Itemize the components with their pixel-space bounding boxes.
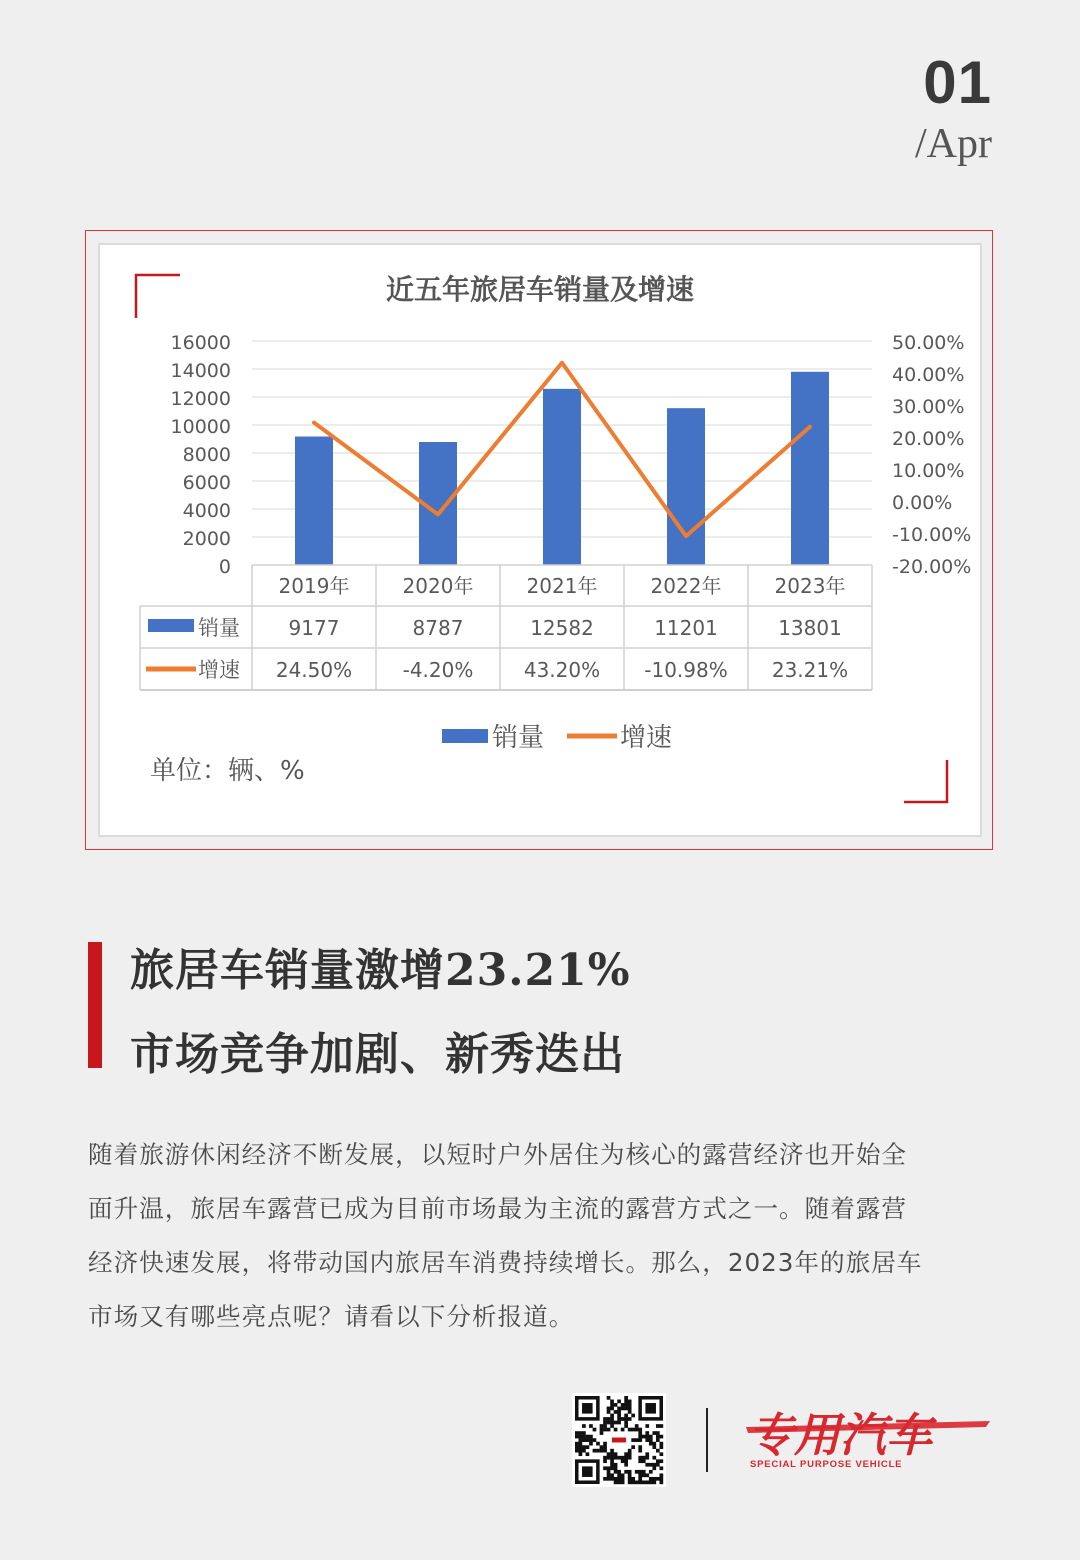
qr-module — [638, 1480, 642, 1484]
qr-module — [579, 1449, 583, 1453]
qr-module — [579, 1452, 583, 1456]
qr-module — [607, 1456, 611, 1460]
qr-module — [645, 1438, 649, 1442]
qr-module — [638, 1428, 642, 1432]
qr-module — [607, 1470, 611, 1474]
qr-finder — [582, 1466, 593, 1477]
qr-module — [610, 1466, 614, 1470]
qr-module — [631, 1477, 635, 1481]
qr-module — [624, 1396, 628, 1400]
qr-module — [614, 1452, 618, 1456]
qr-module — [600, 1428, 604, 1432]
qr-module — [617, 1410, 621, 1414]
qr-module — [624, 1403, 628, 1407]
qr-module — [621, 1456, 625, 1460]
qr-module — [600, 1445, 604, 1449]
qr-module — [642, 1473, 646, 1477]
qr-module — [659, 1480, 663, 1484]
qr-module — [659, 1442, 663, 1446]
qr-module — [624, 1470, 628, 1474]
qr-module — [656, 1449, 660, 1453]
date-day: 01 — [923, 49, 992, 116]
y-left-tick-label: 0 — [218, 556, 231, 578]
qr-module — [628, 1410, 632, 1414]
qr-module — [614, 1463, 618, 1467]
growth-row-label: 增速 — [198, 658, 240, 682]
qr-module — [631, 1428, 635, 1432]
qr-module — [575, 1449, 579, 1453]
qr-module — [617, 1421, 621, 1425]
sales-data-label: 9177 — [288, 616, 340, 640]
qr-module — [607, 1410, 611, 1414]
qr-module — [589, 1435, 593, 1439]
qr-logo — [612, 1438, 626, 1443]
qr-module — [656, 1431, 660, 1435]
qr-module — [645, 1435, 649, 1439]
qr-module — [652, 1431, 656, 1435]
qr-module — [649, 1463, 653, 1467]
qr-module — [635, 1438, 639, 1442]
qr-module — [645, 1431, 649, 1435]
qr-module — [628, 1428, 632, 1432]
growth-data-label: -4.20% — [402, 658, 474, 682]
qr-module — [621, 1473, 625, 1477]
qr-module — [614, 1410, 618, 1414]
qr-module — [624, 1421, 628, 1425]
qr-module — [624, 1459, 628, 1463]
x-tick-label: 2021年 — [526, 574, 598, 598]
qr-module — [624, 1456, 628, 1460]
qr-module — [659, 1445, 663, 1449]
qr-module — [614, 1421, 618, 1425]
qr-module — [610, 1403, 614, 1407]
qr-module — [659, 1477, 663, 1481]
growth-data-label: 23.21% — [771, 658, 849, 682]
growth-data-label: 24.50% — [275, 658, 353, 682]
qr-module — [603, 1445, 607, 1449]
qr-module — [593, 1449, 597, 1453]
y-right-tick-label: -10.00% — [892, 524, 972, 546]
qr-module — [652, 1480, 656, 1484]
qr-module — [586, 1435, 590, 1439]
qr-module — [659, 1424, 663, 1428]
qr-module — [628, 1407, 632, 1411]
sales-data-label: 13801 — [778, 616, 842, 640]
qr-module — [593, 1438, 597, 1442]
legend-line-label: 增速 — [620, 723, 673, 753]
qr-module — [638, 1445, 642, 1449]
qr-module — [610, 1407, 614, 1411]
qr-module — [656, 1435, 660, 1439]
y-left-tick-label: 12000 — [170, 388, 231, 410]
body-line: 面升温，旅居车露营已成为目前市场最为主流的露营方式之一。随着露营 — [88, 1194, 908, 1223]
y-right-tick-label: 10.00% — [892, 460, 965, 482]
qr-module — [652, 1463, 656, 1467]
qr-module — [575, 1431, 579, 1435]
bar — [543, 389, 581, 565]
sales-legend-key — [148, 619, 194, 632]
qr-module — [589, 1438, 593, 1442]
qr-module — [603, 1424, 607, 1428]
qr-module — [575, 1442, 579, 1446]
brand-name: 专用汽车 — [748, 1408, 932, 1462]
qr-module — [593, 1428, 597, 1432]
qr-module — [603, 1459, 607, 1463]
qr-module — [645, 1463, 649, 1467]
qr-module — [610, 1477, 614, 1481]
qr-module — [582, 1445, 586, 1449]
qr-module — [659, 1435, 663, 1439]
y-right-tick-label: 0.00% — [892, 492, 953, 514]
qr-module — [628, 1470, 632, 1474]
qr-module — [579, 1435, 583, 1439]
qr-finder — [645, 1403, 656, 1414]
qr-module — [614, 1480, 618, 1484]
qr-module — [579, 1431, 583, 1435]
qr-module — [621, 1459, 625, 1463]
qr-module — [586, 1445, 590, 1449]
qr-module — [624, 1407, 628, 1411]
qr-module — [638, 1431, 642, 1435]
sales-data-label: 8787 — [412, 616, 464, 640]
qr-module — [603, 1456, 607, 1460]
y-left-tick-label: 2000 — [182, 528, 231, 550]
x-tick-label: 2020年 — [402, 574, 474, 598]
qr-module — [621, 1407, 625, 1411]
qr-module — [586, 1452, 590, 1456]
qr-module — [617, 1480, 621, 1484]
corner-bracket-bottom-right — [904, 760, 947, 802]
qr-module — [582, 1435, 586, 1439]
qr-module — [631, 1414, 635, 1418]
qr-module — [635, 1428, 639, 1432]
qr-finder — [582, 1403, 593, 1414]
y-left-tick-label: 10000 — [170, 416, 231, 438]
qr-module — [656, 1477, 660, 1481]
qr-module — [645, 1456, 649, 1460]
sales-data-label: 12582 — [530, 616, 594, 640]
qr-module — [621, 1480, 625, 1484]
qr-code-icon[interactable] — [572, 1393, 666, 1487]
qr-module — [614, 1466, 618, 1470]
qr-module — [621, 1403, 625, 1407]
y-left-tick-label: 8000 — [182, 444, 231, 466]
qr-module — [596, 1442, 600, 1446]
qr-module — [628, 1477, 632, 1481]
qr-module — [610, 1417, 614, 1421]
qr-module — [589, 1442, 593, 1446]
qr-module — [659, 1459, 663, 1463]
qr-module — [607, 1417, 611, 1421]
growth-data-label: 43.20% — [523, 658, 601, 682]
y-left-tick-label: 4000 — [182, 500, 231, 522]
qr-module — [631, 1438, 635, 1442]
qr-module — [600, 1431, 604, 1435]
qr-module — [649, 1435, 653, 1439]
x-tick-label: 2019年 — [278, 574, 350, 598]
y-left-tick-label: 16000 — [170, 332, 231, 354]
y-left-tick-label: 14000 — [170, 360, 231, 382]
qr-module — [638, 1449, 642, 1453]
qr-module — [638, 1470, 642, 1474]
qr-module — [624, 1417, 628, 1421]
qr-module — [628, 1400, 632, 1404]
qr-module — [579, 1438, 583, 1442]
qr-module — [652, 1445, 656, 1449]
qr-module — [649, 1477, 653, 1481]
qr-module — [638, 1473, 642, 1477]
qr-module — [614, 1456, 618, 1460]
qr-module — [603, 1477, 607, 1481]
qr-module — [607, 1473, 611, 1477]
unit-label: 单位：辆、% — [150, 756, 305, 786]
headline-line-2: 市场竞争加剧、新秀迭出 — [130, 1029, 625, 1080]
qr-module — [656, 1459, 660, 1463]
qr-module — [603, 1442, 607, 1446]
qr-module — [656, 1463, 660, 1467]
qr-module — [642, 1480, 646, 1484]
qr-module — [645, 1424, 649, 1428]
qr-module — [642, 1470, 646, 1474]
qr-module — [638, 1456, 642, 1460]
y-right-tick-label: 20.00% — [892, 428, 965, 450]
qr-module — [621, 1477, 625, 1481]
qr-module — [617, 1470, 621, 1474]
qr-module — [582, 1431, 586, 1435]
sales-row-label: 销量 — [198, 616, 240, 640]
qr-module — [607, 1428, 611, 1432]
qr-module — [624, 1414, 628, 1418]
qr-module — [614, 1470, 618, 1474]
qr-module — [617, 1417, 621, 1421]
qr-module — [607, 1477, 611, 1481]
qr-module — [603, 1449, 607, 1453]
qr-module — [642, 1456, 646, 1460]
corner-bracket-top-left — [136, 275, 180, 318]
qr-module — [628, 1473, 632, 1477]
qr-module — [575, 1445, 579, 1449]
qr-module — [631, 1445, 635, 1449]
brand-logo — [740, 1403, 1000, 1473]
qr-module — [659, 1452, 663, 1456]
qr-module — [656, 1424, 660, 1428]
qr-module — [582, 1424, 586, 1428]
qr-module — [649, 1470, 653, 1474]
qr-module — [617, 1477, 621, 1481]
qr-module — [610, 1400, 614, 1404]
qr-module — [649, 1438, 653, 1442]
body-line: 经济快速发展，将带动国内旅居车消费持续增长。那么，2023年的旅居车 — [88, 1248, 923, 1277]
qr-module — [617, 1456, 621, 1460]
qr-module — [617, 1473, 621, 1477]
qr-module — [628, 1452, 632, 1456]
y-left-tick-label: 6000 — [182, 472, 231, 494]
qr-module — [610, 1456, 614, 1460]
qr-module — [600, 1424, 604, 1428]
qr-module — [642, 1435, 646, 1439]
qr-module — [642, 1459, 646, 1463]
qr-module — [607, 1466, 611, 1470]
legend-bar-swatch — [442, 729, 488, 743]
bar — [791, 372, 829, 565]
qr-module — [614, 1428, 618, 1432]
qr-module — [617, 1414, 621, 1418]
qr-module — [624, 1400, 628, 1404]
qr-module — [610, 1473, 614, 1477]
qr-module — [607, 1452, 611, 1456]
qr-module — [589, 1424, 593, 1428]
qr-module — [635, 1470, 639, 1474]
chart-title: 近五年旅居车销量及增速 — [385, 273, 694, 306]
qr-module — [610, 1421, 614, 1425]
date-month: /Apr — [915, 121, 992, 167]
heading-accent-bar — [88, 942, 102, 1068]
qr-module — [617, 1407, 621, 1411]
y-right-tick-label: 30.00% — [892, 396, 965, 418]
qr-module — [628, 1480, 632, 1484]
brand-subtitle: SPECIAL PURPOSE VEHICLE — [750, 1459, 903, 1470]
qr-module — [645, 1480, 649, 1484]
bar — [295, 437, 333, 565]
qr-module — [652, 1456, 656, 1460]
qr-module — [575, 1435, 579, 1439]
qr-module — [652, 1477, 656, 1481]
qr-module — [610, 1449, 614, 1453]
qr-module — [610, 1452, 614, 1456]
qr-module — [645, 1452, 649, 1456]
qr-module — [614, 1403, 618, 1407]
qr-module — [635, 1424, 639, 1428]
x-tick-label: 2023年 — [774, 574, 846, 598]
qr-module — [652, 1442, 656, 1446]
y-right-tick-label: 50.00% — [892, 332, 965, 354]
qr-module — [628, 1417, 632, 1421]
qr-module — [628, 1456, 632, 1460]
qr-module — [624, 1424, 628, 1428]
y-right-tick-label: -20.00% — [892, 556, 972, 578]
qr-module — [582, 1438, 586, 1442]
x-tick-label: 2022年 — [650, 574, 722, 598]
qr-module — [659, 1473, 663, 1477]
qr-module — [610, 1414, 614, 1418]
qr-module — [649, 1442, 653, 1446]
qr-module — [603, 1428, 607, 1432]
qr-module — [603, 1421, 607, 1425]
qr-module — [621, 1417, 625, 1421]
headline-line-1: 旅居车销量激增23.21% — [130, 945, 631, 996]
qr-module — [610, 1459, 614, 1463]
qr-module — [579, 1445, 583, 1449]
qr-module — [582, 1449, 586, 1453]
qr-module — [638, 1459, 642, 1463]
qr-module — [659, 1466, 663, 1470]
qr-module — [628, 1449, 632, 1453]
qr-module — [603, 1417, 607, 1421]
qr-module — [624, 1463, 628, 1467]
qr-module — [638, 1438, 642, 1442]
bar — [667, 408, 705, 565]
qr-module — [631, 1480, 635, 1484]
qr-module — [638, 1477, 642, 1481]
legend-bar-label: 销量 — [492, 723, 545, 753]
qr-module — [628, 1403, 632, 1407]
qr-module — [624, 1452, 628, 1456]
footer-divider — [706, 1408, 708, 1472]
body-paragraph — [88, 1128, 993, 1344]
qr-module — [579, 1442, 583, 1446]
qr-module — [610, 1463, 614, 1467]
qr-module — [649, 1480, 653, 1484]
qr-module — [600, 1449, 604, 1453]
qr-module — [603, 1466, 607, 1470]
qr-module — [635, 1480, 639, 1484]
qr-module — [607, 1407, 611, 1411]
qr-module — [617, 1400, 621, 1404]
qr-module — [586, 1438, 590, 1442]
qr-module — [621, 1428, 625, 1432]
qr-module — [614, 1477, 618, 1481]
growth-data-label: -10.98% — [644, 658, 728, 682]
qr-module — [652, 1466, 656, 1470]
qr-module — [610, 1424, 614, 1428]
qr-module — [638, 1435, 642, 1439]
body-line: 随着旅游休闲经济不断发展，以短时户外居住为核心的露营经济也开始全 — [88, 1140, 908, 1169]
body-line: 市场又有哪些亮点呢？请看以下分析报道。 — [88, 1302, 575, 1331]
qr-module — [596, 1449, 600, 1453]
qr-module — [656, 1438, 660, 1442]
sales-data-label: 11201 — [654, 616, 718, 640]
qr-module — [607, 1396, 611, 1400]
y-right-tick-label: 40.00% — [892, 364, 965, 386]
qr-module — [645, 1473, 649, 1477]
qr-module — [607, 1421, 611, 1425]
